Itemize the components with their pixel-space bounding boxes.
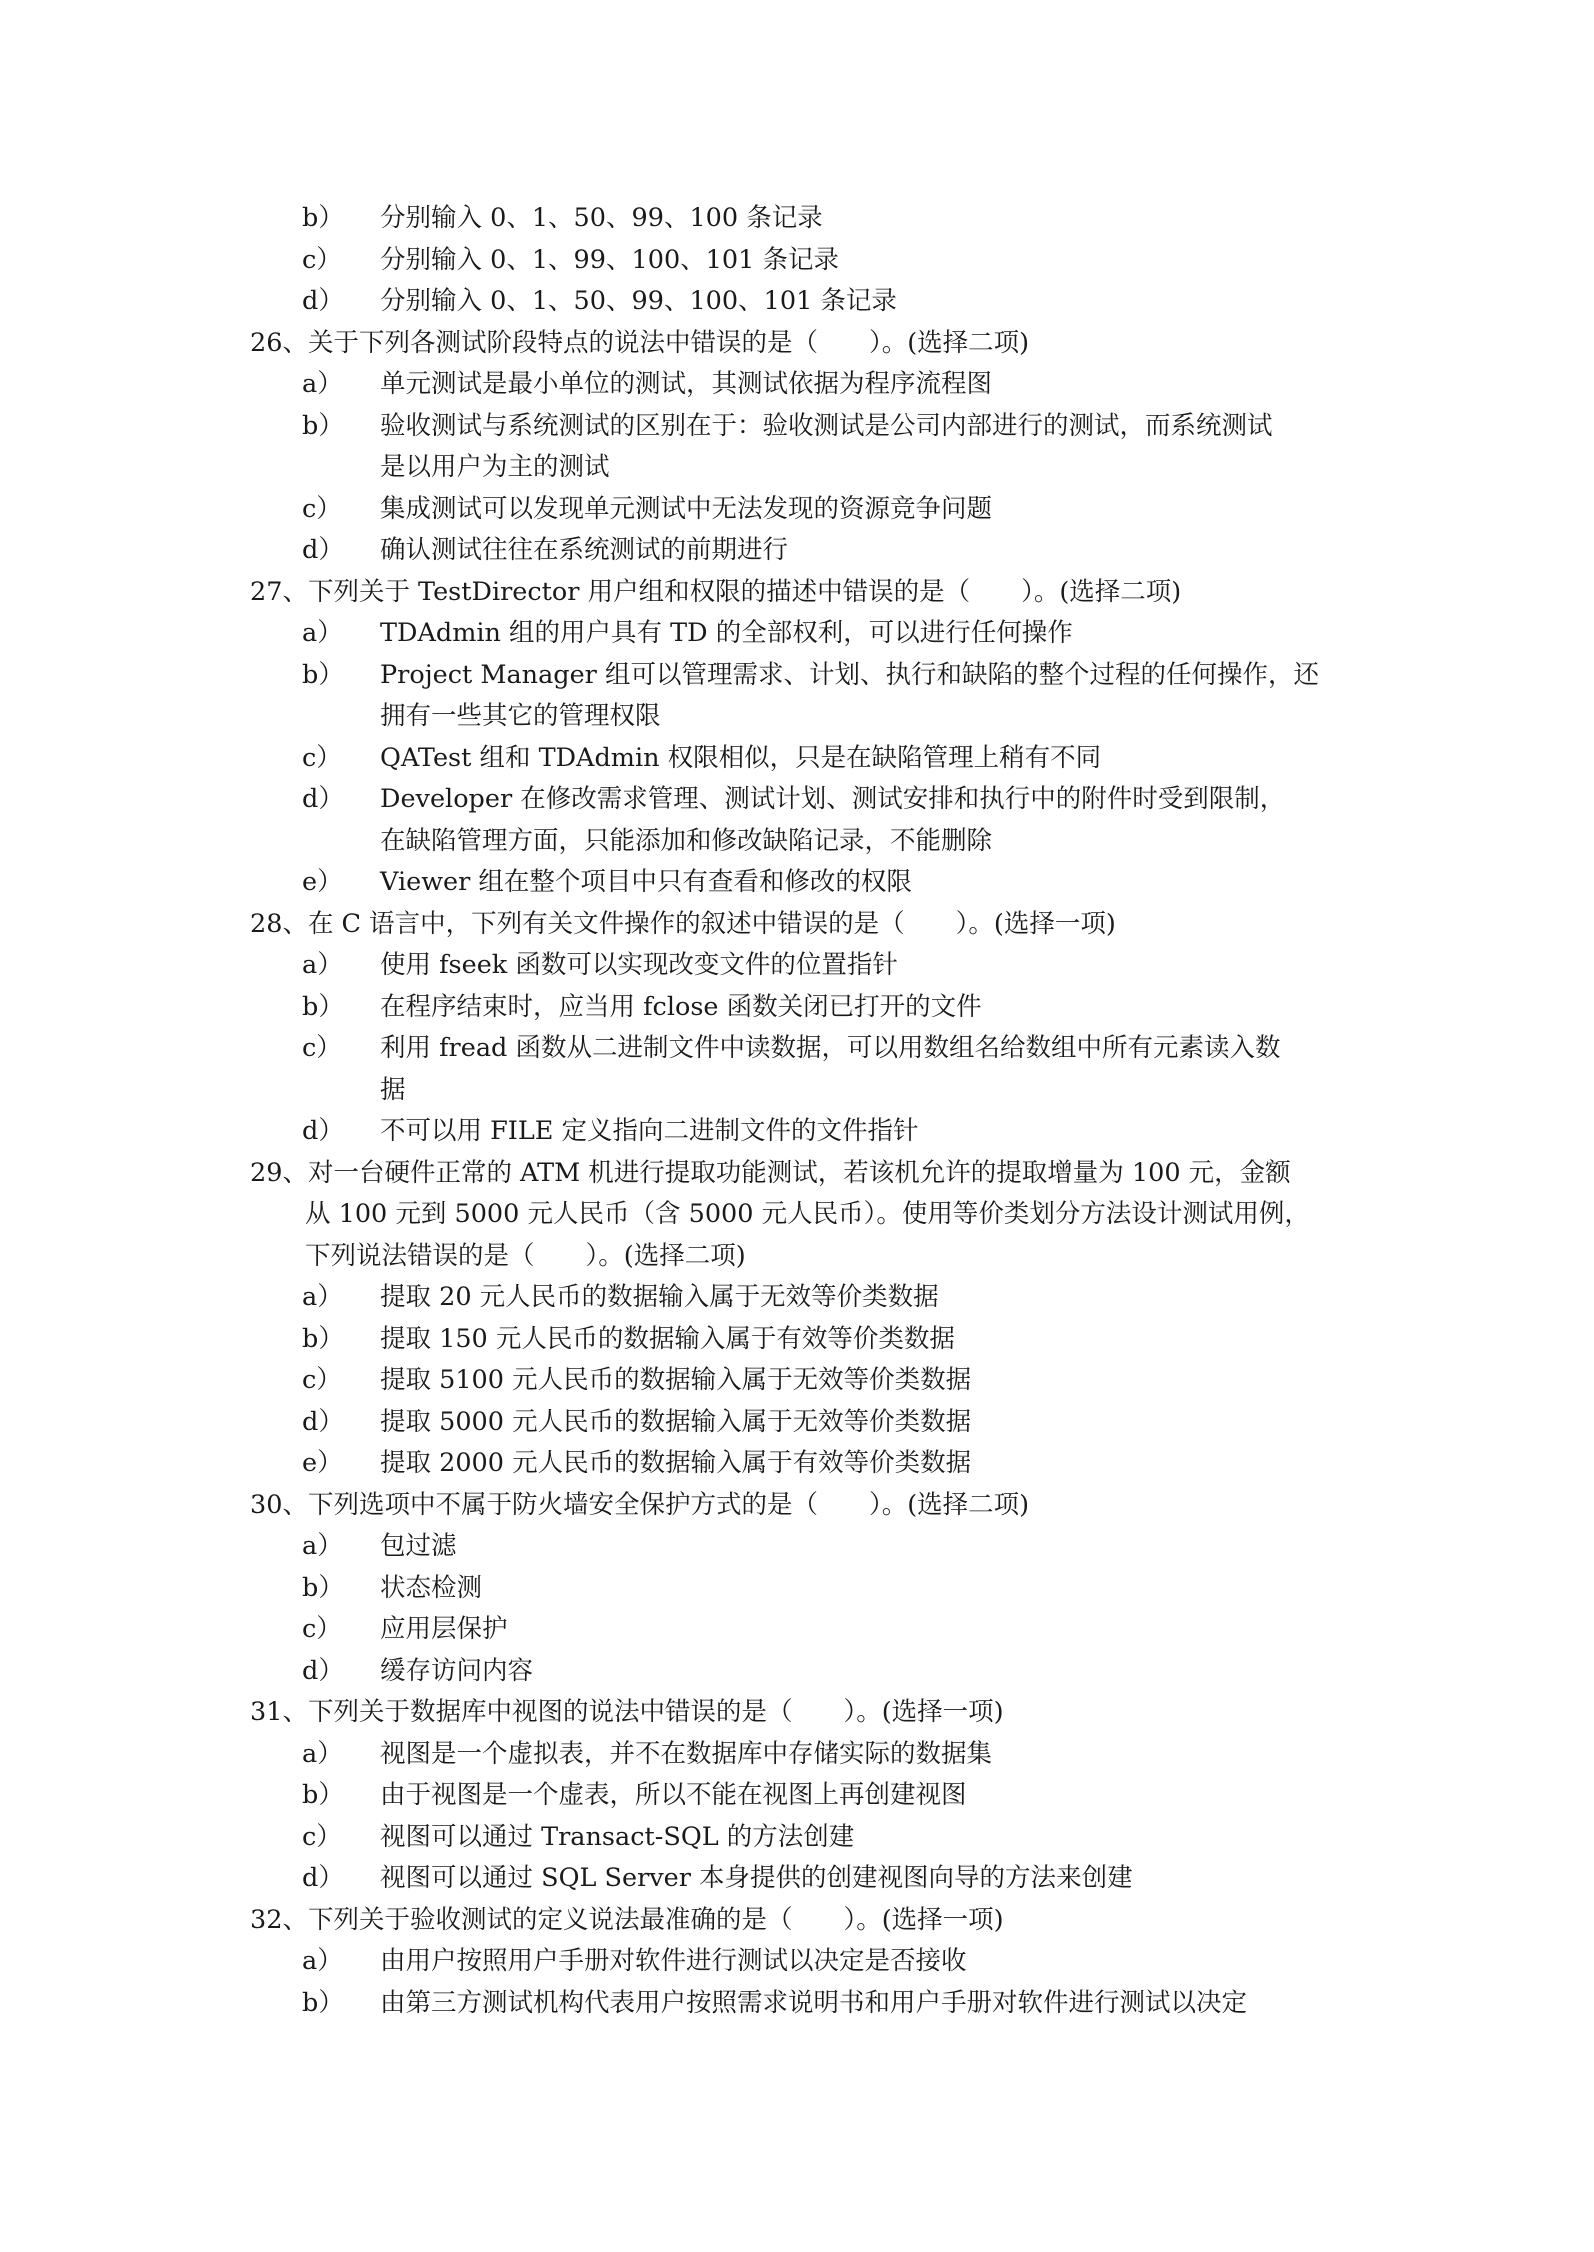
option-text: 视图是一个虚拟表，并不在数据库中存储实际的数据集 <box>380 1738 993 1769</box>
option-text: 状态检测 <box>380 1572 483 1603</box>
option-text: 由第三方测试机构代表用户按照需求说明书和用户手册对软件进行测试以决定 <box>380 1987 1248 2018</box>
option-letter: c） <box>302 493 342 524</box>
question-stem: 31、下列关于数据库中视图的说法中错误的是（ ）。(选择一项) <box>250 1697 1004 1727</box>
option-letter: a） <box>302 369 343 399</box>
option-a <box>250 1941 1360 1983</box>
option-a <box>250 1734 1360 1776</box>
option-letter: d） <box>302 1655 344 1686</box>
option-e <box>250 862 1360 904</box>
question-32 <box>250 1900 1360 2025</box>
option-a <box>250 1526 1360 1568</box>
option-text: 不可以用 FILE 定义指向二进制文件的文件指针 <box>380 1116 919 1146</box>
option-a <box>250 1277 1360 1319</box>
option-d <box>250 1402 1360 1444</box>
option-letter: b） <box>302 659 344 690</box>
option-b <box>250 198 1360 240</box>
option-text: 在程序结束时，应当用 fclose 函数关闭已打开的文件 <box>380 991 982 1022</box>
option-b-continued <box>250 447 1360 489</box>
question-stem: 27、下列关于 TestDirector 用户组和权限的描述中错误的是（ ）。(选择二项) <box>250 576 1182 607</box>
option-text: 分别输入 0、1、50、99、100、101 条记录 <box>380 286 897 316</box>
option-c <box>250 1817 1360 1859</box>
option-letter: b） <box>302 1323 344 1354</box>
option-d <box>250 530 1360 572</box>
option-text: 应用层保护 <box>380 1614 508 1644</box>
option-letter: e） <box>302 867 343 897</box>
option-text: 视图可以通过 Transact-SQL 的方法创建 <box>380 1821 855 1852</box>
option-text: 据 <box>380 1074 406 1105</box>
option-text: Developer 在修改需求管理、测试计划、测试安排和执行中的附件时受到限制， <box>380 784 1286 814</box>
option-text: 是以用户为主的测试 <box>380 452 610 482</box>
option-text: 提取 20 元人民币的数据输入属于无效等价类数据 <box>380 1282 939 1312</box>
option-text: 分别输入 0、1、99、100、101 条记录 <box>380 244 839 275</box>
option-c <box>250 1028 1360 1070</box>
option-b <box>250 1568 1360 1610</box>
question-stem: 30、下列选项中不属于防火墙安全保护方式的是（ ）。(选择二项) <box>250 1489 1030 1520</box>
option-text: 视图可以通过 SQL Server 本身提供的创建视图向导的方法来创建 <box>380 1863 1133 1893</box>
option-b <box>250 1983 1360 2025</box>
option-d-continued <box>250 821 1360 863</box>
option-text: Viewer 组在整个项目中只有查看和修改的权限 <box>380 867 912 897</box>
option-letter: d） <box>302 1116 344 1146</box>
question-stem: 32、下列关于验收测试的定义说法最准确的是（ ）。(选择一项) <box>250 1904 1004 1935</box>
question-text: 从 100 元到 5000 元人民币（含 5000 元人民币）。使用等价类划分方法设计测试用例， <box>305 1199 1310 1229</box>
option-text: 缓存访问内容 <box>380 1655 534 1686</box>
option-letter: a） <box>302 618 343 648</box>
option-letter: c） <box>302 1821 342 1852</box>
option-b-continued <box>250 696 1360 738</box>
question-stem: 28、在 C 语言中，下列有关文件操作的叙述中错误的是（ ）。(选择一项) <box>250 908 1116 939</box>
option-text: 提取 5000 元人民币的数据输入属于无效等价类数据 <box>380 1406 972 1437</box>
option-a <box>250 613 1360 655</box>
option-letter: c） <box>302 742 342 773</box>
question-stem-continued <box>250 1236 1360 1278</box>
option-a <box>250 945 1360 987</box>
document-page <box>250 198 1360 2024</box>
option-letter: b） <box>302 1780 344 1810</box>
question-stem: 26、关于下列各测试阶段特点的说法中错误的是（ ）。(选择二项) <box>250 327 1030 358</box>
option-d <box>250 779 1360 821</box>
option-b <box>250 1775 1360 1817</box>
option-letter: b） <box>302 991 344 1022</box>
option-letter: b） <box>302 1572 344 1603</box>
option-letter: d） <box>302 784 344 814</box>
option-letter: c） <box>302 1614 342 1644</box>
option-b <box>250 1319 1360 1361</box>
option-d <box>250 1858 1360 1900</box>
option-text: TDAdmin 组的用户具有 TD 的全部权利，可以进行任何操作 <box>380 618 1073 648</box>
option-text: 拥有一些其它的管理权限 <box>380 701 661 731</box>
option-text: 单元测试是最小单位的测试，其测试依据为程序流程图 <box>380 369 993 399</box>
option-c-continued <box>250 1070 1360 1112</box>
option-text: 包过滤 <box>380 1531 457 1561</box>
option-text: 在缺陷管理方面，只能添加和修改缺陷记录，不能删除 <box>380 825 993 856</box>
option-text: 确认测试往往在系统测试的前期进行 <box>380 535 789 565</box>
question-30 <box>250 1485 1360 1693</box>
question-25-options-continued <box>250 198 1360 323</box>
option-e <box>250 1443 1360 1485</box>
option-b <box>250 655 1360 697</box>
option-text: 分别输入 0、1、50、99、100 条记录 <box>380 203 823 233</box>
option-c <box>250 738 1360 780</box>
question-29 <box>250 1153 1360 1485</box>
option-letter: d） <box>302 1863 344 1893</box>
option-d <box>250 1111 1360 1153</box>
option-text: Project Manager 组可以管理需求、计划、执行和缺陷的整个过程的任何操作，还 <box>380 659 1319 690</box>
option-text: 由用户按照用户手册对软件进行测试以决定是否接收 <box>380 1946 967 1976</box>
option-text: 集成测试可以发现单元测试中无法发现的资源竞争问题 <box>380 493 993 524</box>
option-letter: d） <box>302 286 344 316</box>
option-b <box>250 406 1360 448</box>
option-letter: c） <box>302 1365 342 1395</box>
option-text: 使用 fseek 函数可以实现改变文件的位置指针 <box>380 950 898 980</box>
option-text: 提取 2000 元人民币的数据输入属于有效等价类数据 <box>380 1448 972 1478</box>
option-text: 提取 150 元人民币的数据输入属于有效等价类数据 <box>380 1323 955 1354</box>
question-stem-continued <box>250 1194 1360 1236</box>
option-letter: a） <box>302 1738 343 1769</box>
option-c <box>250 489 1360 531</box>
question-28 <box>250 904 1360 1153</box>
option-letter: e） <box>302 1448 343 1478</box>
option-c <box>250 1360 1360 1402</box>
question-27 <box>250 572 1360 904</box>
option-letter: b） <box>302 1987 344 2018</box>
option-c <box>250 240 1360 282</box>
option-a <box>250 364 1360 406</box>
option-letter: a） <box>302 1531 343 1561</box>
option-d <box>250 281 1360 323</box>
option-text: 验收测试与系统测试的区别在于：验收测试是公司内部进行的测试，而系统测试 <box>380 410 1273 441</box>
option-c <box>250 1609 1360 1651</box>
option-b <box>250 987 1360 1029</box>
option-letter: a） <box>302 950 343 980</box>
option-text: 由于视图是一个虚表，所以不能在视图上再创建视图 <box>380 1780 967 1810</box>
question-stem: 29、对一台硬件正常的 ATM 机进行提取功能测试，若该机允许的提取增量为 100 元，金额 <box>250 1157 1291 1188</box>
question-text: 下列说法错误的是（ ）。(选择二项) <box>305 1240 746 1271</box>
option-letter: b） <box>302 203 344 233</box>
option-letter: c） <box>302 244 342 275</box>
question-31 <box>250 1692 1360 1900</box>
option-text: QATest 组和 TDAdmin 权限相似，只是在缺陷管理上稍有不同 <box>380 742 1102 773</box>
option-letter: c） <box>302 1033 342 1063</box>
option-text: 利用 fread 函数从二进制文件中读数据，可以用数组名给数组中所有元素读入数 <box>380 1033 1281 1063</box>
option-letter: a） <box>302 1946 343 1976</box>
option-d <box>250 1651 1360 1693</box>
option-letter: a） <box>302 1282 343 1312</box>
option-text: 提取 5100 元人民币的数据输入属于无效等价类数据 <box>380 1365 972 1395</box>
option-letter: d） <box>302 1406 344 1437</box>
option-letter: b） <box>302 410 344 441</box>
option-letter: d） <box>302 535 344 565</box>
question-26 <box>250 323 1360 572</box>
